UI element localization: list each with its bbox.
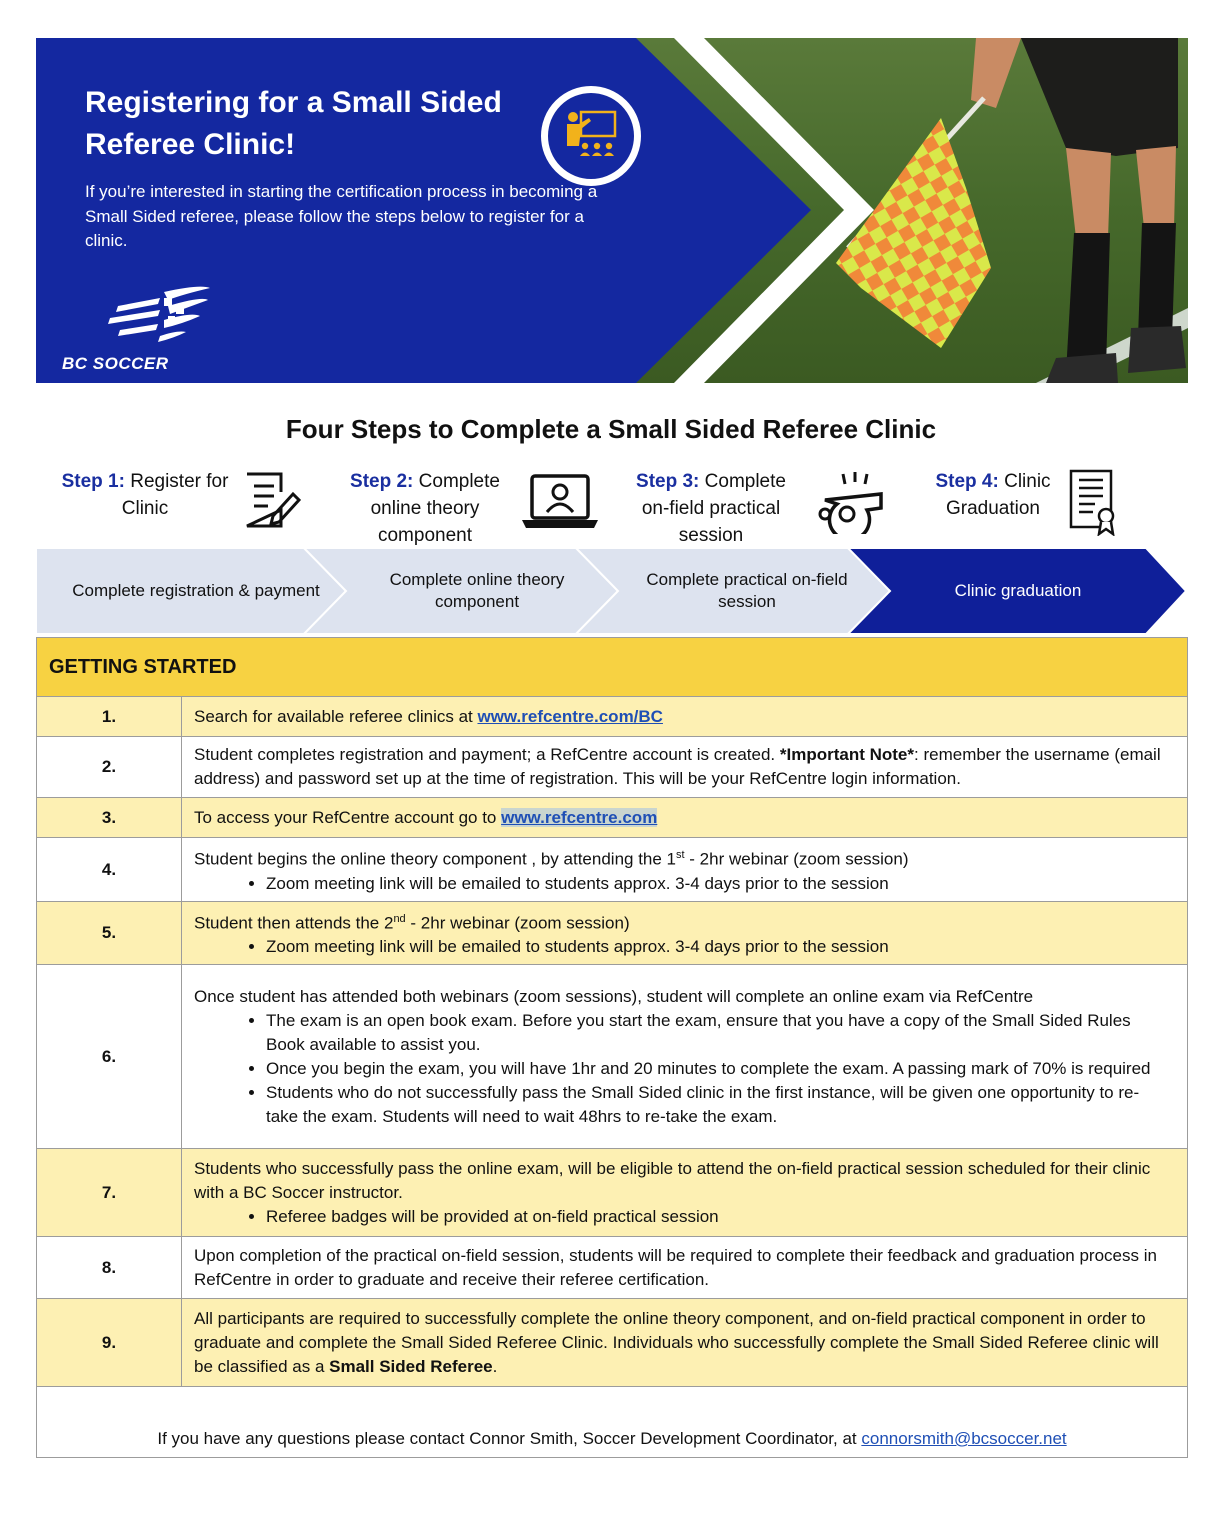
ordinal-suffix: st: [676, 849, 685, 862]
row-number: 5.: [37, 902, 182, 965]
row-number: 3.: [37, 798, 182, 838]
row-number: 1.: [37, 697, 182, 737]
row-text-part: Once student has attended both webinars (zoom sessions), student will complete an online exam via RefCentre: [194, 986, 1034, 1006]
bullet-item: • Students who do not successfully pass the Small Sided clinic in the first instance, will be given one opportunity to re-take the exam. Students will need to wait 48hrs to re-take the exam.: [266, 1081, 1171, 1129]
step-label: Step 3:: [636, 471, 700, 492]
step-text: Complete on-field practical session: [641, 471, 786, 546]
row-text: [182, 902, 1188, 965]
row-text-part: .: [492, 1356, 498, 1376]
table-header-row: [37, 638, 1188, 697]
step-3: [625, 468, 797, 549]
step-4: [923, 468, 1063, 522]
row-text: [182, 838, 1188, 902]
table-row: [37, 965, 1188, 1149]
table-row: [37, 737, 1188, 798]
row-text-part: All participants are required to successfully complete the online theory component, and on-field practical component in order to graduate and complete the Small Sided Referee Clinic. Individuals who successfully complete the Small Sided Referee clinic will be classified as a: [194, 1308, 1159, 1376]
row-text-part: Students who successfully pass the online exam, will be eligible to attend the on-field practical session scheduled for their clinic with a BC Soccer instructor.: [194, 1158, 1151, 1202]
step-label: Step 1:: [61, 471, 125, 492]
form-edit-icon: [241, 470, 301, 530]
hero-title: Registering for a Small Sided Referee Clinic!: [85, 86, 502, 161]
row-text-part: : remember the username (email address) and password set up at the time of registration. This will be your RefCentre login information.: [194, 745, 1161, 788]
refcentre-link[interactable]: www.refcentre.com: [501, 807, 658, 827]
row-text: [182, 1149, 1188, 1237]
small-sided-referee-bold: Small Sided Referee: [329, 1356, 493, 1376]
table-row: [37, 838, 1188, 902]
row-number: 2.: [37, 737, 182, 798]
row-text: [182, 737, 1188, 798]
bullet-list: [194, 1205, 1171, 1229]
table-row: [37, 697, 1188, 737]
hero-intro: If you’re interested in starting the certification process in becoming a Small Sided referee, please follow the steps below to register for a clinic.: [85, 182, 598, 250]
contact-text: If you have any questions please contact Connor Smith, Soccer Development Coordinator, at: [157, 1429, 862, 1448]
bullet-list: [194, 935, 1171, 959]
table-row: [37, 902, 1188, 965]
row-text: [182, 1299, 1188, 1387]
logo-wordmark: BC SOCCER: [62, 354, 169, 373]
row-text: [182, 965, 1188, 1149]
step-label: Step 4:: [935, 471, 999, 492]
process-step-1: Complete registration & payment: [72, 581, 320, 600]
process-step-3: Complete practical on-field session: [646, 570, 848, 611]
row-text: [182, 697, 1188, 737]
row-text-part: - 2hr webinar (zoom session): [684, 849, 909, 869]
table-row: [37, 1299, 1188, 1387]
table-footer-row: [37, 1387, 1188, 1458]
bullet-item: • The exam is an open book exam. Before you start the exam, ensure that you have a copy of the Small Sided Rules Book available to assist you.: [266, 1009, 1171, 1057]
row-text: Upon completion of the practical on-field session, students will be required to complete their feedback and graduation process in RefCentre in order to graduate and receive their referee certification.: [182, 1237, 1188, 1299]
ordinal-suffix: nd: [393, 912, 406, 925]
bullet-list: [194, 1009, 1171, 1129]
row-text-part: To access your RefCentre account go to: [194, 807, 502, 827]
whistle-icon: [815, 470, 887, 534]
bullet-item: • Zoom meeting link will be emailed to students approx. 3-4 days prior to the session: [266, 935, 1171, 959]
laptop-user-icon: [520, 472, 600, 532]
steps-title: Four Steps to Complete a Small Sided Referee Clinic: [285, 414, 937, 444]
hero-banner: [36, 38, 1188, 383]
refcentre-bc-link[interactable]: www.refcentre.com/BC: [477, 706, 663, 726]
table-row: [37, 1237, 1188, 1299]
table-header: GETTING STARTED: [37, 638, 1188, 697]
step-text: Complete online theory component: [370, 471, 500, 546]
contact-footer: [37, 1387, 1188, 1458]
bullet-item: • Referee badges will be provided at on-field practical session: [266, 1205, 1171, 1229]
row-number: 4.: [37, 838, 182, 902]
process-step-2: Complete online theory component: [389, 570, 565, 611]
step-2: [340, 468, 510, 549]
process-step-4: Clinic graduation: [954, 581, 1082, 600]
getting-started-table: [36, 637, 1188, 1458]
row-text: [182, 798, 1188, 838]
table-row: [37, 1149, 1188, 1237]
row-number: 6.: [37, 965, 182, 1149]
row-text-part: Student completes registration and payment; a RefCentre account is created.: [194, 745, 780, 764]
bullet-list: [194, 872, 1171, 896]
important-note: *Important Note*: [779, 745, 915, 764]
row-text-part: Student then attends the 2: [194, 913, 394, 933]
bullet-item: • Zoom meeting link will be emailed to students approx. 3-4 days prior to the session: [266, 872, 1171, 896]
row-number: 9.: [37, 1299, 182, 1387]
certificate-icon: [1068, 468, 1120, 536]
step-1: [50, 468, 240, 522]
row-number: 8.: [37, 1237, 182, 1299]
step-text: Register for Clinic: [121, 471, 229, 519]
bullet-item: • Once you begin the exam, you will have 1hr and 20 minutes to complete the exam. A passing mark of 70% is required: [266, 1057, 1171, 1081]
row-text-part: Search for available referee clinics at: [194, 706, 478, 726]
row-text-part: - 2hr webinar (zoom session): [405, 913, 630, 933]
step-text: Clinic Graduation: [945, 471, 1051, 519]
table-row: [37, 798, 1188, 838]
row-number: 7.: [37, 1149, 182, 1237]
teacher-presentation-icon: [541, 86, 641, 186]
step-label: Step 2:: [350, 471, 414, 492]
contact-email-link[interactable]: connorsmith@bcsoccer.net: [861, 1429, 1067, 1448]
row-text-part: Student begins the online theory component , by attending the 1: [194, 849, 677, 869]
